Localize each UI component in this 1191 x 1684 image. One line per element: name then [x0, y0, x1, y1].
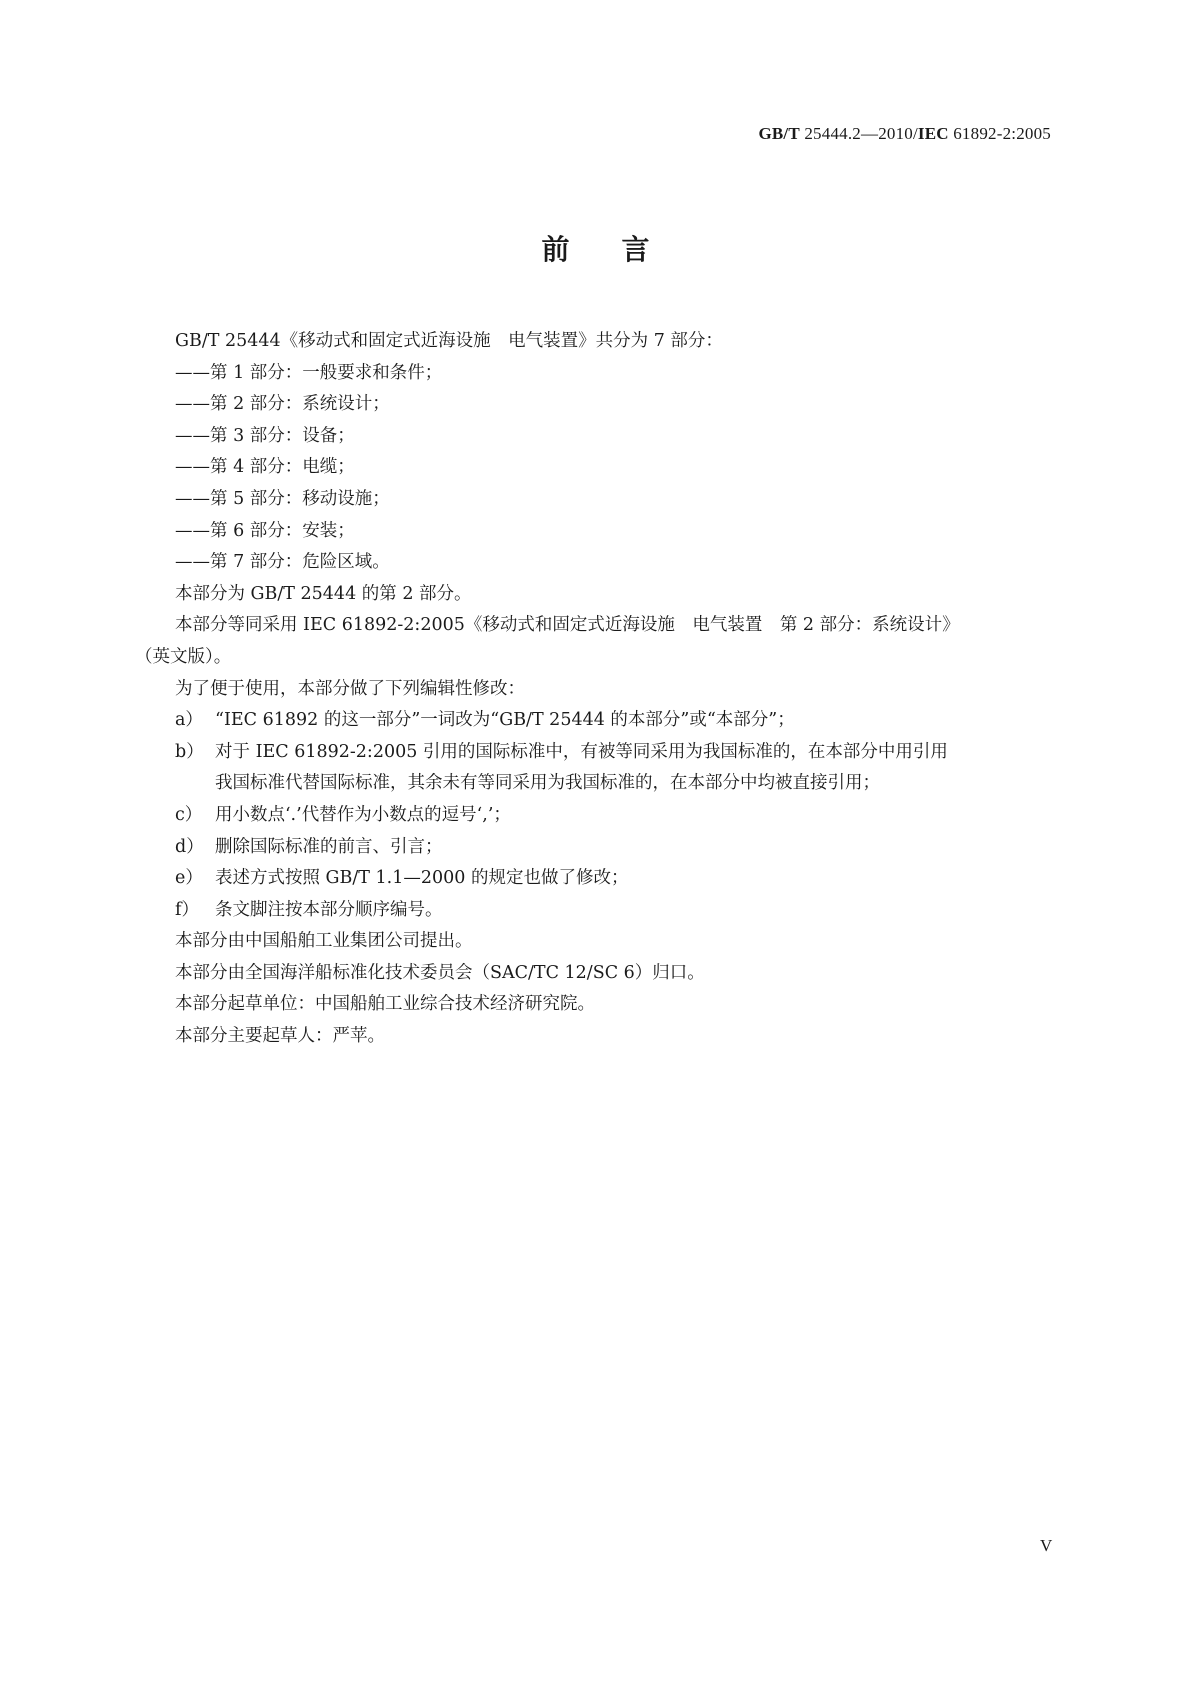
edit-list-item [135, 737, 1055, 800]
part-list-item: ——第 7 部分：危险区域。 [175, 552, 390, 573]
edit-item-text: 对于 IEC 61892-2:2005 引用的国际标准中，有被等同采用为我国标准的，在本部分中用引用 [215, 741, 948, 762]
edit-item-text: “IEC 61892 的这一部分”一词改为“GB/T 25444 的本部分”或“本部分”； [215, 710, 795, 731]
edit-list-item [135, 705, 1055, 737]
part-statement: 本部分为 GB/T 25444 的第 2 部分。 [175, 583, 472, 604]
edit-item-marker: b） [175, 741, 204, 762]
drafter-statement: 本部分主要起草人：严苹。 [175, 1026, 385, 1047]
intro-paragraph: GB/T 25444《移动式和固定式近海设施 电气装置》共分为 7 部分： [175, 331, 723, 351]
proposer-statement: 本部分由中国船舶工业集团公司提出。 [175, 931, 473, 952]
part-list-item: ——第 6 部分：安装； [175, 520, 355, 541]
drafting-unit-statement: 本部分起草单位：中国船舶工业综合技术经济研究院。 [175, 994, 595, 1015]
edit-item-text-continued: 我国标准代替国际标准，其余未有等同采用为我国标准的，在本部分中均被直接引用； [215, 773, 880, 794]
standard-code-prefix: GB/T [758, 124, 800, 143]
edit-list-item [135, 863, 1055, 895]
part-list-item: ——第 2 部分：系统设计； [175, 394, 390, 415]
part-list-item: ——第 3 部分：设备； [175, 425, 355, 446]
adoption-statement-line1: 本部分等同采用 IEC 61892-2:2005《移动式和固定式近海设施 电气装置 第 2 部分：系统设计》 [175, 615, 960, 636]
page-title: 前言 [541, 233, 702, 266]
edit-item-text: 用小数点‘.’代替作为小数点的逗号‘,’； [215, 804, 511, 825]
standard-code-iec-number: 61892-2:2005 [948, 124, 1051, 143]
standard-code-number: 25444.2—2010/ [799, 124, 918, 143]
edit-list-item [135, 832, 1055, 864]
part-list-item: ——第 5 部分：移动设施； [175, 488, 390, 509]
standard-code-iec-prefix: IEC [917, 124, 949, 143]
page-number: V [1040, 1536, 1053, 1555]
edit-item-text: 表述方式按照 GB/T 1.1—2000 的规定也做了修改； [215, 868, 629, 889]
foreword-body [135, 326, 1055, 1053]
edit-item-text: 条文脚注按本部分顺序编号。 [215, 899, 443, 920]
edit-item-text: 删除国际标准的前言、引言； [215, 836, 443, 857]
committee-statement: 本部分由全国海洋船标准化技术委员会（SAC/TC 12/SC 6）归口。 [175, 962, 705, 983]
edit-intro: 为了便于使用，本部分做了下列编辑性修改： [175, 678, 525, 699]
edit-item-marker: a） [175, 710, 203, 731]
edit-item-marker: c） [175, 804, 203, 825]
edit-item-marker: f） [175, 899, 199, 920]
part-list-item: ——第 1 部分：一般要求和条件； [175, 362, 443, 383]
edit-list-item [135, 800, 1055, 832]
edit-item-marker: e） [175, 868, 203, 889]
standard-code-header [758, 124, 1051, 144]
adoption-statement-line2: （英文版）。 [135, 646, 232, 667]
part-list-item: ——第 4 部分：电缆； [175, 457, 355, 478]
edit-item-marker: d） [175, 836, 204, 857]
edit-list-item [135, 895, 1055, 927]
